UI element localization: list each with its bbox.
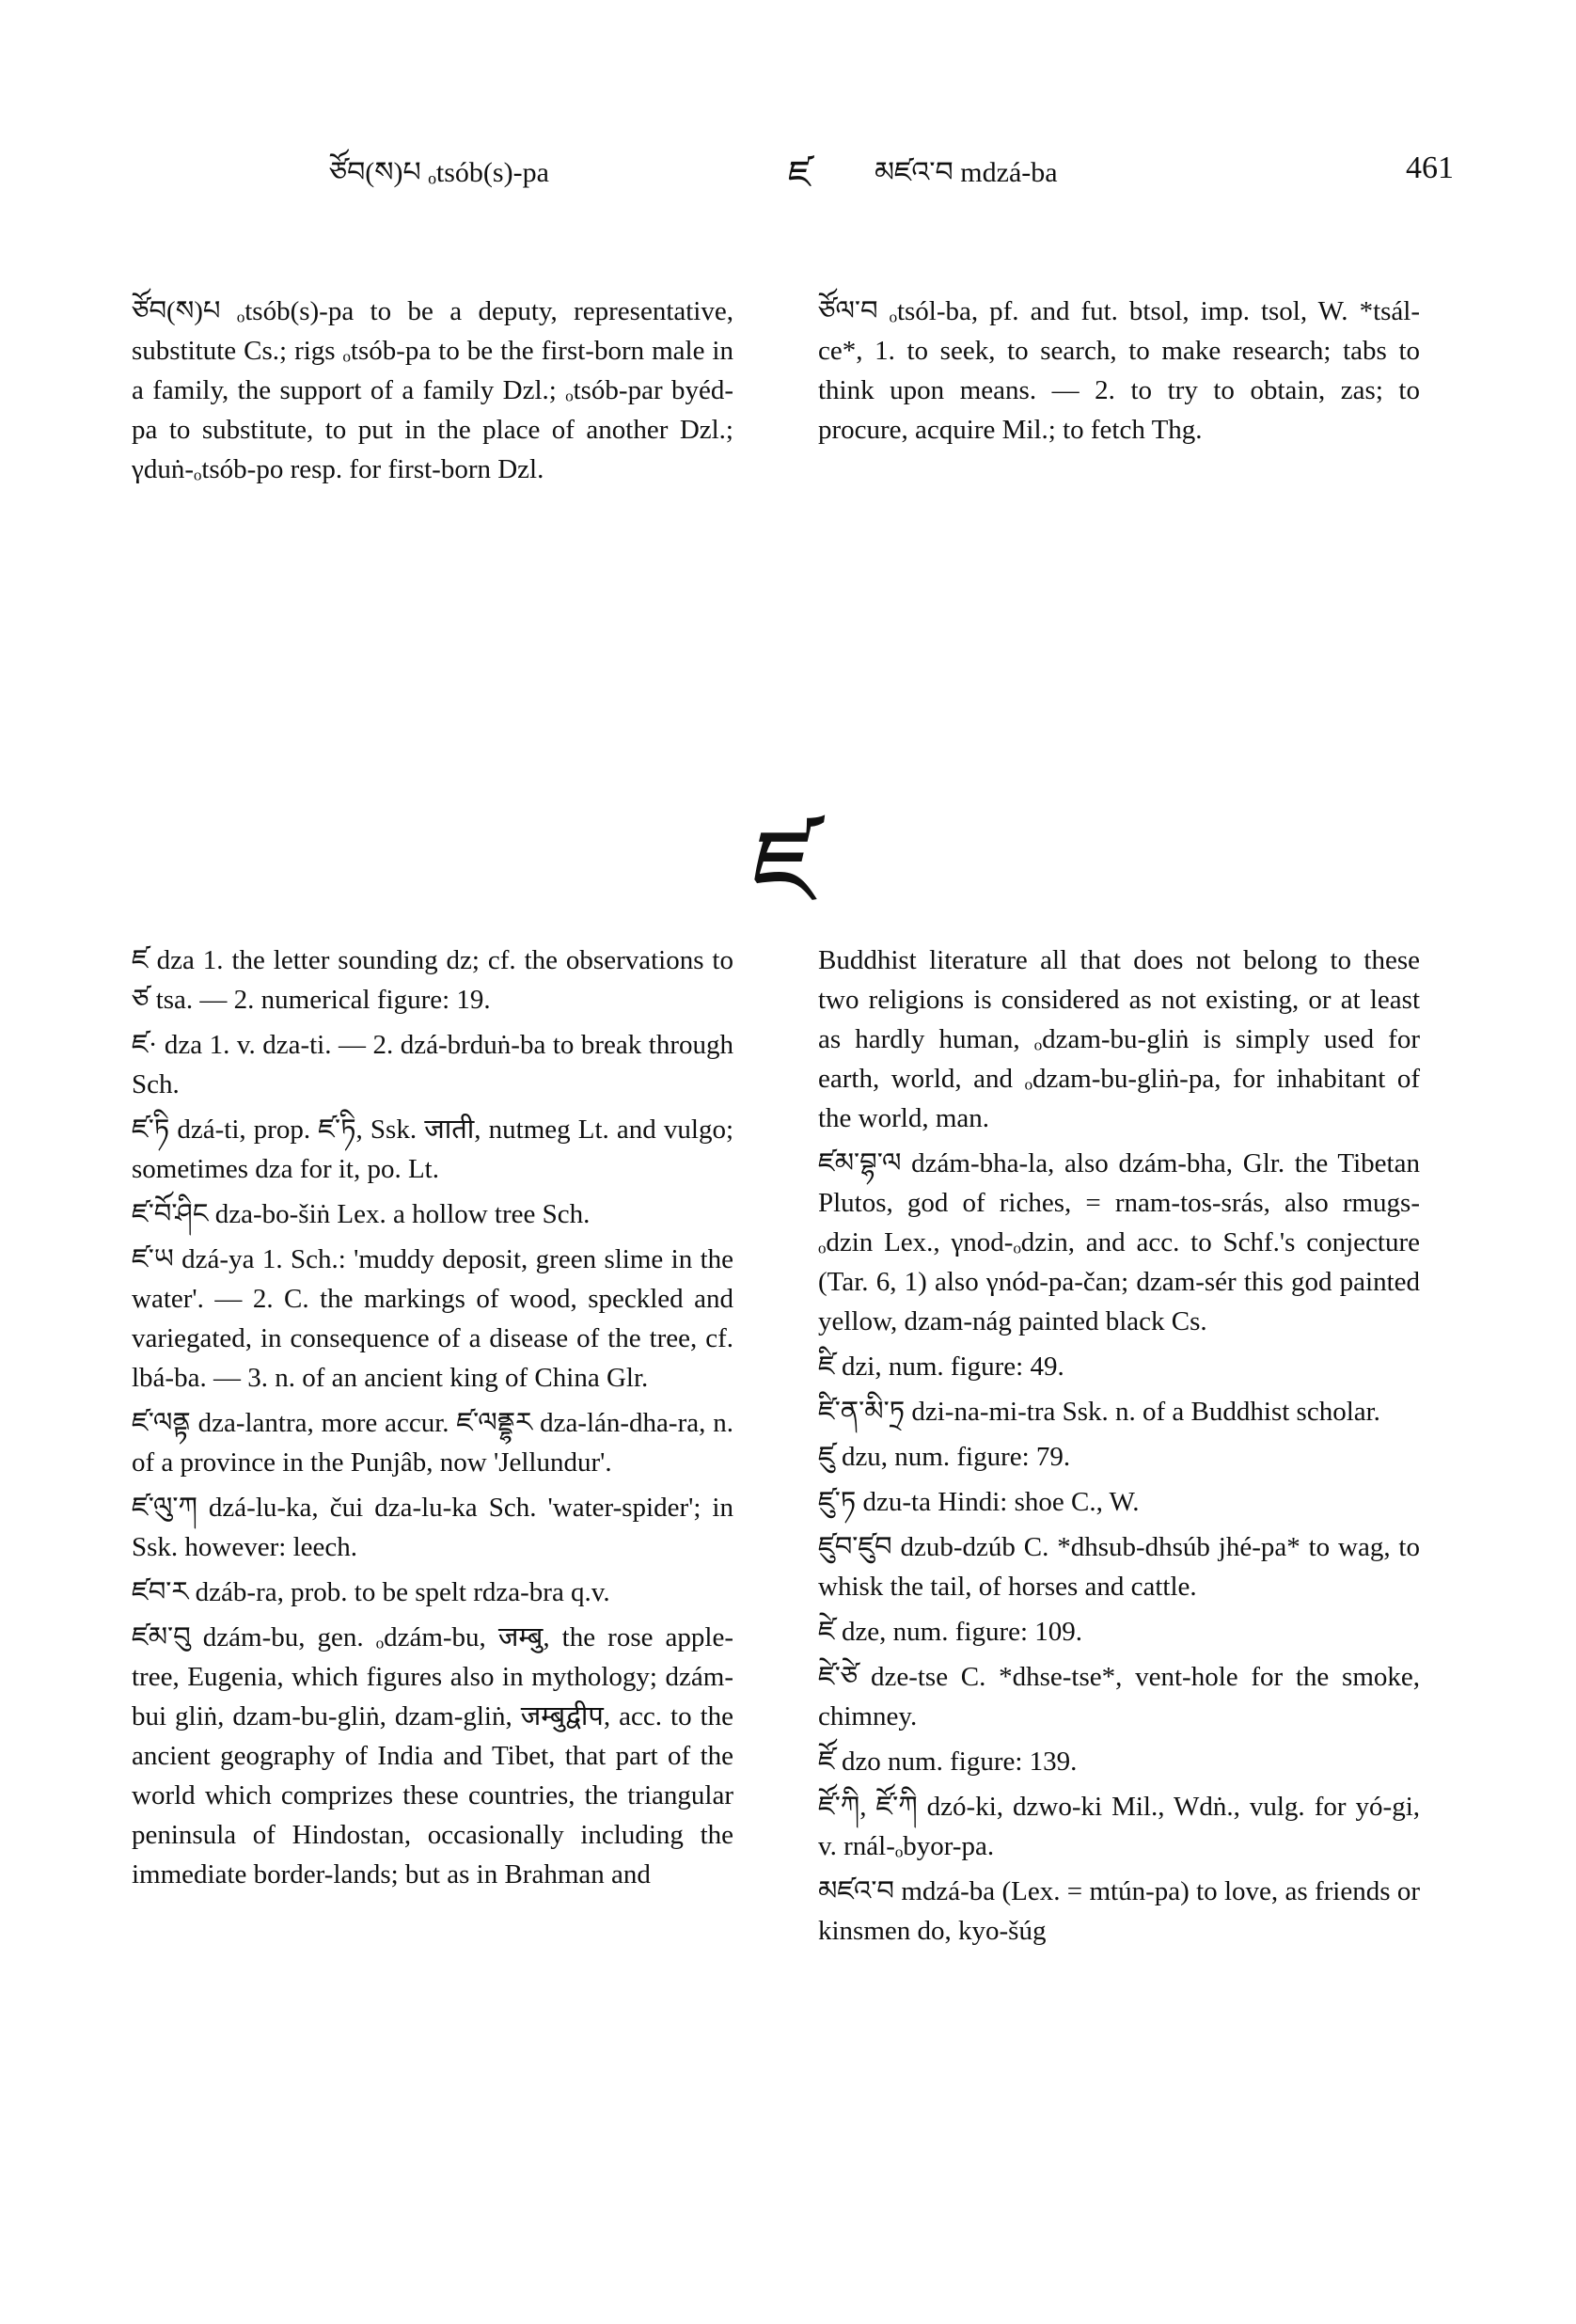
dictionary-entry: ཛབ་ར dzáb-ra, prob. to be spelt rdza-bra q.v.: [132, 1577, 610, 1607]
column-bottom-right: [818, 941, 1420, 1956]
dictionary-entry: ཛེ་ཙེ dze-tse C. *dhse-tse*, vent-hole for the smoke, chimney.: [818, 1662, 1420, 1731]
dictionary-entry: ཛ་ལུ་ཀ dzá-lu-ka, čui dza-lu-ka Sch. 'water-spider'; in Ssk. however: leech.: [132, 1493, 733, 1562]
dictionary-entry: མཛའ་བ mdzá-ba (Lex. = mtún-pa) to love, as friends or kinsmen do, kyo-šúg: [818, 1876, 1420, 1946]
running-head-right: མཛའ་བ mdzá-ba: [875, 157, 1058, 188]
dictionary-entry: ཛ་ལནྟ dza-lantra, more accur. ཛ་ལནྡྷར dza-lán-dha-ra, n. of a province in the Punjâb, now 'Jellundur'.: [132, 1408, 733, 1478]
dictionary-entry: ཛོ dzo num. figure: 139.: [818, 1747, 1078, 1777]
column-bottom-left: [132, 941, 733, 1900]
section-letter: ཛ: [752, 807, 816, 927]
dictionary-entry: ཛི dzi, num. figure: 49.: [818, 1352, 1064, 1382]
dictionary-entry: ཛེ dze, num. figure: 109.: [818, 1617, 1083, 1647]
dictionary-entry: ཛ dza 1. the letter sounding dz; cf. the observations to ཙ tsa. — 2. numerical figure: 19.: [132, 945, 733, 1015]
dictionary-entry: ཙོལ་བ ₒtsól-ba, pf. and fut. btsol, imp. tsol, W. *tsál-ce*, 1. to seek, to search, to make research; tabs to think upon means. — 2. to try to obtain, zas; to procure, acquire Mil.; to fetch Thg.: [818, 296, 1420, 445]
dictionary-entry: ཛི་ན་མི་ཏྲ dzi-na-mi-tra Ssk. n. of a Buddhist scholar.: [818, 1397, 1380, 1427]
running-head-letter: ཛ: [788, 153, 812, 196]
dictionary-entry: ཛ་ཏི dzá-ti, prop. ཛ་ཏི, Ssk. जाती, nutmeg Lt. and vulgo; sometimes dza for it, po. Lt.: [132, 1115, 733, 1184]
page-number: 461: [1406, 150, 1454, 185]
column-top-right: [818, 292, 1420, 455]
dictionary-entry: ཛ་བོ་ཤིང dza-bo-šiṅ Lex. a hollow tree Sch.: [132, 1199, 591, 1229]
dictionary-entry: ཛུབ་ཛུབ dzub-dzúb C. *dhsub-dhsúb jhé-pa* to wag, to whisk the tail, of horses and cattle.: [818, 1532, 1420, 1602]
dictionary-entry: ཛ་ཡ dzá-ya 1. Sch.: 'muddy deposit, green slime in the water'. — 2. C. the markings of wood, speckled and variegated, in consequence of a disease of the tree, cf. lbá-ba. — 3. n. of an ancient king of China Glr.: [132, 1244, 733, 1393]
running-head-left: ཙོབ(ས)པ ₒtsób(s)-pa: [329, 157, 549, 188]
dictionary-entry: ཛམ་བུ dzám-bu, gen. ₒdzám-bu, जम्बु, the rose apple-tree, Eugenia, which figures also in mythology; dzám-bui gliṅ, dzam-bu-gliṅ, dzam-gliṅ, जम्बुद्वीप, acc. to the ancient geography of India and Tibet, that part of the world which comprizes these countries, the triangular peninsula of Hindostan, occasionally including the immediate border-lands; but as in Brahman and: [132, 1622, 733, 1889]
dictionary-entry: Buddhist literature all that does not belong to these two religions is considered as not existing, or at least as hardly human, ₒdzam-bu-gliṅ is simply used for earth, world, and ₒdzam-bu-gliṅ-pa, for inhabitant of the world, man.: [818, 945, 1420, 1133]
dictionary-entry: ཛམ་བྷ་ལ dzám-bha-la, also dzám-bha, Glr. the Tibetan Plutos, god of riches, = rnam-tos-srás, also rmugs-ₒdzin Lex., γnod-ₒdzin, and acc. to Schf.'s conjecture (Tar. 6, 1) also γnód-pa-čan; dzam-sér this god painted yellow, dzam-nág painted black Cs.: [818, 1148, 1420, 1336]
dictionary-entry: ཛུ dzu, num. figure: 79.: [818, 1442, 1071, 1472]
dictionary-entry: ཛ· dza 1. v. dza-ti. — 2. dzá-brduṅ-ba to break through Sch.: [132, 1030, 733, 1099]
dictionary-entry: ཛོ་ཀི, ཛོ་ཀི dzó-ki, dzwo-ki Mil., Wdṅ., vulg. for yó-gi, v. rnál-ₒbyor-pa.: [818, 1792, 1420, 1861]
column-top-left: [132, 292, 733, 495]
dictionary-entry: ཛུ་ཏ dzu-ta Hindi: shoe C., W.: [818, 1487, 1140, 1517]
dictionary-entry: ཙོབ(ས)པ ₒtsób(s)-pa to be a deputy, representative, substitute Cs.; rigs ₒtsób-pa to be the first-born male in a family, the support of a family Dzl.; ₒtsób-par byéd-pa to substitute, to put in the place of another Dzl.; γduṅ-ₒtsób-po resp. for first-born Dzl.: [132, 296, 733, 484]
